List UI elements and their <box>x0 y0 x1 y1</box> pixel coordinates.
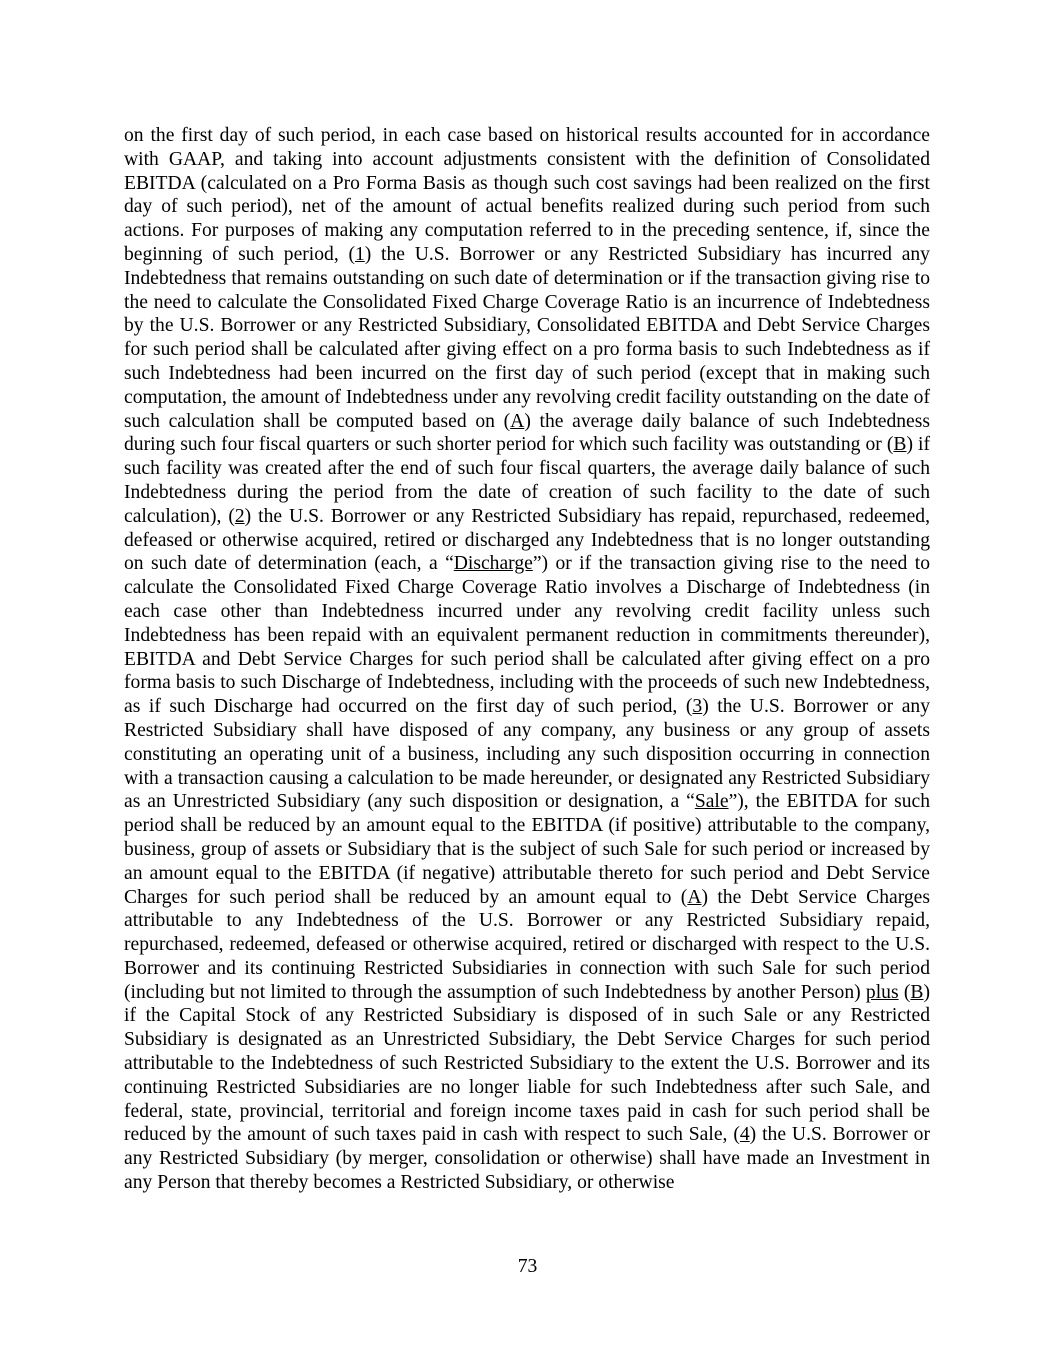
defined-term-discharge: Discharge <box>453 553 533 575</box>
text-run: ( <box>898 981 911 1003</box>
body-paragraph <box>124 124 930 1195</box>
clause-ref-a: A <box>510 410 525 432</box>
clause-ref-a: A <box>687 886 702 908</box>
text-run: ) the U.S. Borrower or any Restricted Subsidiary (by merger, consolidation or otherwise) shall have made an Investment in any Person that thereby becomes a Restricted Subsidiary, or otherwise <box>124 1124 931 1194</box>
plus-term: plus <box>865 981 899 1003</box>
page-number: 73 <box>517 1256 538 1277</box>
text-run: ) the average daily balance of such Indebtedness during such four fiscal quarters or such shorter period for which such facility was outstanding or ( <box>124 410 930 456</box>
clause-ref-b: B <box>910 981 924 1003</box>
text-run: ) if such facility was created after the end of such four fiscal quarters, the average daily balance of such Indebtedness during the period from the date of creation of such facility to the date of such calculation), ( <box>124 434 930 527</box>
text-run: ) the U.S. Borrower or any Restricted Subsidiary has repaid, repurchased, redeemed, defeased or otherwise acquired, retired or discharged any Indebtedness that is no longer outstanding on such date of determination (each, a “ <box>124 505 930 575</box>
clause-ref-3: 3 <box>692 696 703 718</box>
clause-ref-2: 2 <box>234 505 245 527</box>
text-run: ) the U.S. Borrower or any Restricted Subsidiary has incurred any Indebtedness that remains outstanding on such date of determination or if the transaction giving rise to the need to calculate the Consolidated Fixed Charge Coverage Ratio is an incurrence of Indebtedness by the U.S. Borrower or any Restricted Subsidiary, Consolidated EBITDA and Debt Service Charges for such period shall be calculated after giving effect on a pro forma basis to such Indebtedness as if such Indebtedness had been incurred on the first day of such period (except that in making such computation, the amount of Indebtedness under any revolving credit facility outstanding on the date of such calculation shall be computed based on ( <box>124 243 930 432</box>
defined-term-sale: Sale <box>694 791 729 813</box>
clause-ref-4: 4 <box>739 1124 750 1146</box>
text-run: on the first day of such period, in each case based on historical results accounted for in accordance with GAAP, and taking into account adjustments consistent with the definition of Consolidated EBITDA (calculated on a Pro Forma Basis as though such cost savings had been realized on the first day of such period), net of the amount of actual benefits realized during such period from such actions. For purposes of making any computation referred to in the preceding sentence, if, since the beginning of such period, ( <box>124 125 930 265</box>
text-run: ”), the EBITDA for such period shall be reduced by an amount equal to the EBITDA (if positive) attributable to the company, business, group of assets or Subsidiary that is the subject of such Sale for such period or increased by an amount equal to the EBITDA (if negative) attributable thereto for such period and Debt Service Charges for such period shall be reduced by an amount equal to ( <box>124 791 930 908</box>
text-run: ) if the Capital Stock of any Restricted Subsidiary is disposed of in such Sale or any Restricted Subsidiary is designated as an Unrestricted Subsidiary, the Debt Service Charges for such period attributable to the Indebtedness of such Restricted Subsidiary to the extent the U.S. Borrower and its continuing Restricted Subsidiaries are no longer liable for such Indebtedness after such Sale, and federal, state, provincial, territorial and foreign income taxes paid in cash for such period shall be reduced by the amount of such taxes paid in cash with respect to such Sale, ( <box>124 981 930 1146</box>
text-run: ) the U.S. Borrower or any Restricted Subsidiary shall have disposed of any company, any business or any group of assets constituting an operating unit of a business, including any such disposition occurring in connection with a transaction causing a calculation to be made hereunder, or designated any Restricted Subsidiary as an Unrestricted Subsidiary (any such disposition or designation, a “ <box>124 696 930 813</box>
text-run: ) the Debt Service Charges attributable to any Indebtedness of the U.S. Borrower or any Restricted Subsidiary repaid, repurchased, redeemed, defeased or otherwise acquired, retired or discharged with respect to the U.S. Borrower and its continuing Restricted Subsidiaries in connection with such Sale for such period (including but not limited to through the assumption of such Indebtedness by another Person) <box>124 886 931 1003</box>
clause-ref-b: B <box>893 434 907 456</box>
text-run: ”) or if the transaction giving rise to the need to calculate the Consolidated Fixed Charge Coverage Ratio involves a Discharge of Indebtedness (in each case other than Indebtedness incurred under any revolving credit facility unless such Indebtedness has been repaid with an equivalent permanent reduction in commitments thereunder), EBITDA and Debt Service Charges for such period shall be calculated after giving effect on a pro forma basis to such Discharge of Indebtedness, including with the proceeds of such new Indebtedness, as if such Discharge had occurred on the first day of such period, ( <box>124 553 930 718</box>
clause-ref-1: 1 <box>354 243 365 265</box>
